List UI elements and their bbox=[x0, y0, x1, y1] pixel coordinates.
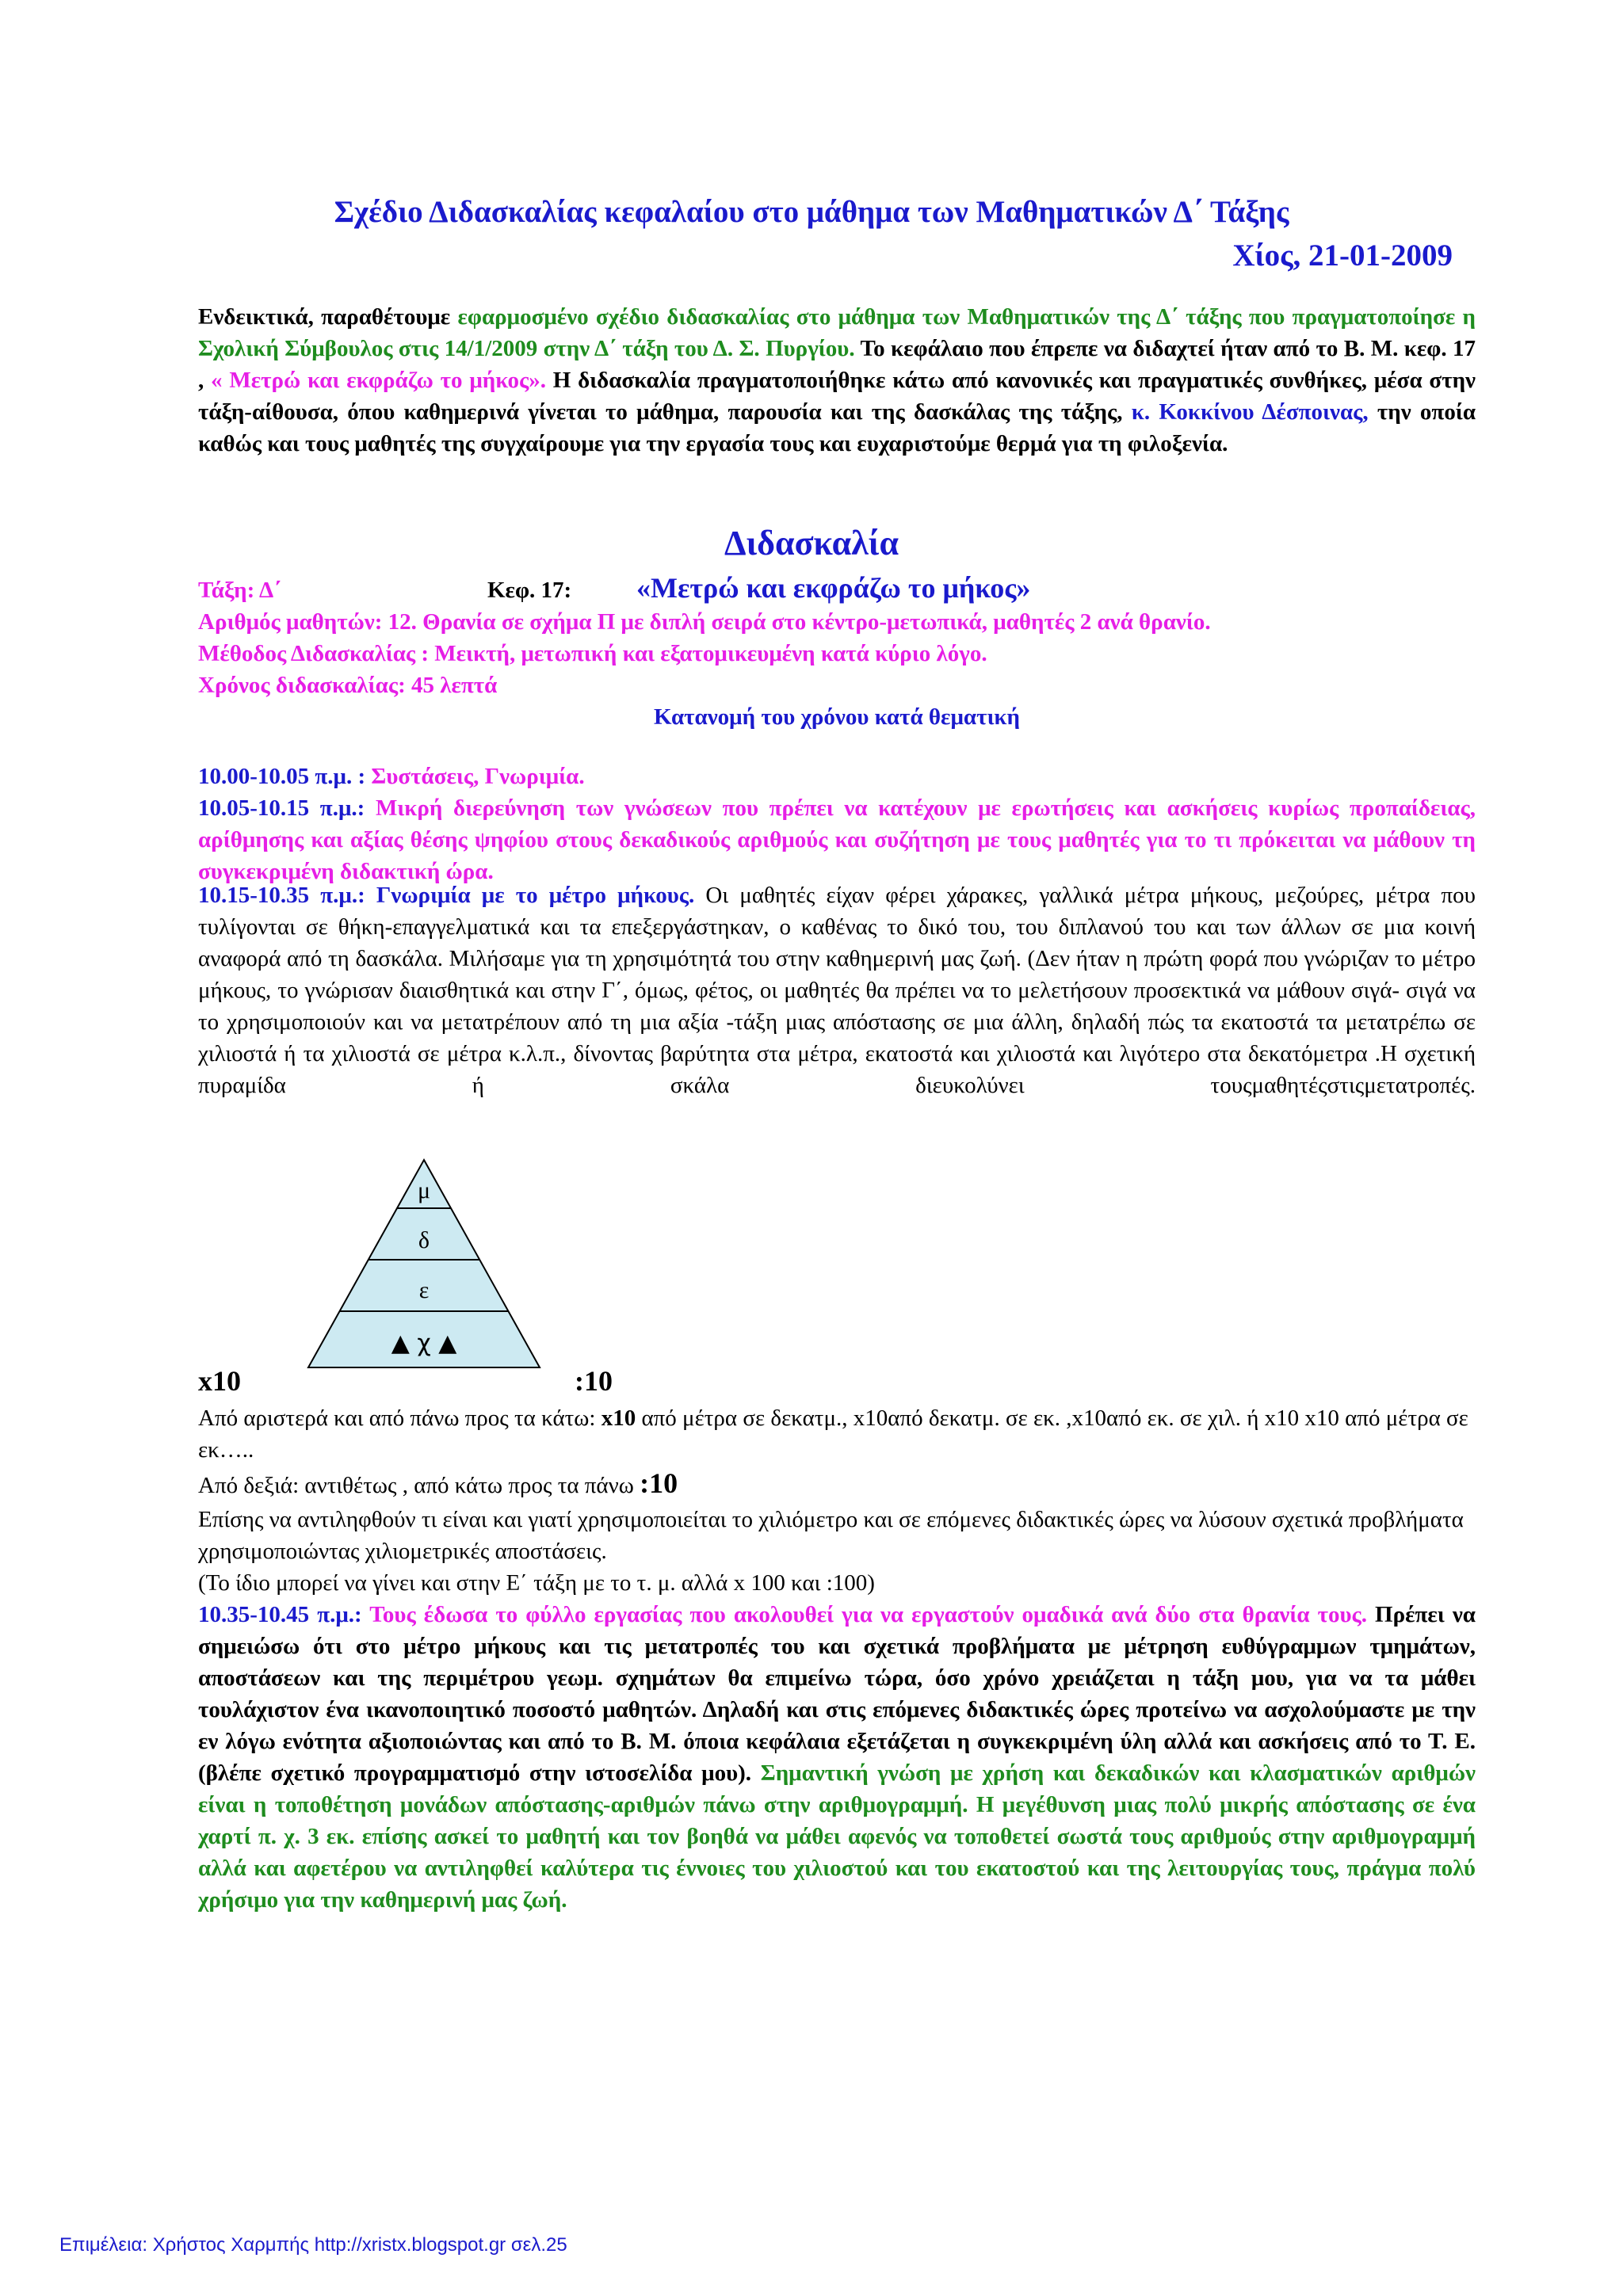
schedule-time-3: 10.15-10.35 π.μ.: bbox=[198, 883, 365, 908]
conversion-line-1a: Από αριστερά και από πάνω προς τα κάτω: bbox=[198, 1405, 601, 1431]
final-s2: Πρέπει να σημειώσω ότι στο μέτρο μήκους και τις μετατροπές του και σχετικά προβλήματα με μέτρηση ευθύγραμμων τμημάτων, αποστάσεων και της περιμέτρου γεωμ. σχημάτων θα επιμείνω τώρα, όσο χρόνο χρειάζεται η τάξη μου, για να τα μάθει τουλάχιστον ένα ικανοποιητικό ποσοστό μαθητών. Δηλαδή και στις επόμενες διδακτικές ώρες προτείνω να ασχολούμαστε με την εν λόγω ενότητα αξιοποιώντας και από το Β. Μ. όποια κεφάλαια εξετάζεται η συγκεκριμένη ύλη αλλά και ασκήσεις από το Τ. Ε. (βλέπε σχετικό προγραμματισμό στην ιστοσελίδα μου). bbox=[198, 1602, 1476, 1786]
conversion-line-2b: :10 bbox=[640, 1467, 678, 1499]
schedule-time-1: 10.00-10.05 π.μ. : bbox=[198, 764, 366, 789]
intro-teacher-name: κ. Κοκκίνου Δέσποινας, bbox=[1131, 399, 1369, 425]
schedule-text-1: Συστάσεις, Γνωριμία. bbox=[365, 764, 585, 789]
divide-label: :10 bbox=[575, 1365, 613, 1397]
conversion-line-2 bbox=[198, 1467, 1476, 1501]
schedule-time-2: 10.05-10.15 π.μ.: bbox=[198, 795, 365, 821]
schedule-title-3: Γνωριμία με το μέτρο μήκους. bbox=[365, 883, 695, 908]
method-info: Μέθοδος Διδασκαλίας : Μεικτή, μετωπική και εξατομικευμένη κατά κύριο λόγο. bbox=[198, 641, 987, 666]
intro-s1: Ενδεικτικά, παραθέτουμε bbox=[198, 304, 458, 330]
place-date: Χίος, 21-01-2009 bbox=[1232, 238, 1453, 273]
schedule-item-3 bbox=[198, 879, 1476, 1101]
distribution-heading: Κατανομή του χρόνου κατά θεματική bbox=[653, 704, 1021, 730]
conversion-line-2a: Από δεξιά: αντιθέτως , από κάτω προς τα πάνω bbox=[198, 1473, 640, 1498]
schedule-text-2: Μικρή διερεύνηση των γνώσεων που πρέπει να κατέχουν με ερωτήσεις και ασκήσεις κυρίως προπαίδειας, αρίθμησης και αξίας θέσης ψηφίου στους δεκαδικούς αριθμούς και συζήτηση με τους μαθητές για το τι πρόκειται να μάθουν τη συγκεκριμένη διδακτική ώρα. bbox=[198, 795, 1476, 884]
lesson-class-row bbox=[198, 572, 1476, 606]
document-title: Σχέδιο Διδασκαλίας κεφαλαίου στο μάθημα των Μαθηματικών Δ΄ Τάξης bbox=[334, 195, 1289, 229]
class-label: Τάξη: Δ΄ bbox=[198, 578, 281, 603]
students-info: Αριθμός μαθητών: 12. Θρανία σε σχήμα Π με διπλή σειρά στο κέντρο-μετωπικά, μαθητές 2 ανά θρανίο. bbox=[198, 609, 1211, 635]
schedule-item-1 bbox=[198, 761, 1476, 792]
pyramid-level-m: μ bbox=[417, 1177, 431, 1203]
intro-paragraph bbox=[198, 301, 1476, 460]
chapter-title: «Μετρώ και εκφράζω το μήκος» bbox=[636, 572, 1031, 604]
metric-pyramid bbox=[305, 1157, 543, 1371]
page-footer: Επιμέλεια: Χρήστος Χαρμπής http://xristx.blogspot.gr σελ.25 bbox=[59, 2234, 567, 2256]
pyramid-level-d: δ bbox=[418, 1227, 430, 1253]
conversion-line-1c: από μέτρα σε δεκατμ., x10από δεκατμ. σε εκ. ,x10από εκ. σε χιλ. ή x10 x10 από μέτρα σε εκ….. bbox=[198, 1405, 1468, 1463]
chapter-label: Κεφ. 17: bbox=[487, 578, 572, 603]
duration-info: Χρόνος διδασκαλίας: 45 λεπτά bbox=[198, 673, 498, 698]
intro-s2: εφαρμοσμένο σχέδιο διδασκαλίας στο μάθημα των Μαθηματικών της Δ΄ τάξης που πραγματοποίησε η Σχολική Σύμβουλος στις 14/1/2009 στην Δ΄ τάξη του Δ. Σ. Πυργίου. bbox=[198, 304, 1476, 361]
multiply-label: x10 bbox=[198, 1365, 241, 1397]
schedule-time-4: 10.35-10.45 π.μ.: bbox=[198, 1602, 362, 1627]
schedule-item-4 bbox=[198, 1599, 1476, 1916]
pyramid-level-x: ▲ χ ▲ bbox=[391, 1329, 457, 1357]
conversion-line-4: (Το ίδιο μπορεί να γίνει και στην Ε΄ τάξη με το τ. μ. αλλά x 100 και :100) bbox=[198, 1570, 875, 1596]
final-s1: Τους έδωσα το φύλλο εργασίας που ακολουθεί για να εργαστούν ομαδικά ανά δύο στα θρανία τους. bbox=[361, 1602, 1367, 1627]
schedule-item-2 bbox=[198, 792, 1476, 887]
conversion-line-1b: x10 bbox=[601, 1405, 636, 1431]
intro-s3: Το κεφάλαιο που έπρεπε να διδαχτεί ήταν από το Β. Μ. κεφ. 17 , bbox=[198, 336, 1476, 393]
pyramid-level-e: ε bbox=[418, 1277, 430, 1303]
conversion-line-3: Επίσης να αντιληφθούν τι είναι και γιατί χρησιμοποιείται το χιλιόμετρο και σε επόμενες διδακτικές ώρες να λύσουν σχετικά προβλήματα χρησιμοποιώντας χιλιομετρικές αποστάσεις. bbox=[198, 1507, 1464, 1564]
conversion-line-1 bbox=[198, 1402, 1476, 1466]
lesson-heading: Διδασκαλία bbox=[724, 524, 899, 563]
final-s3: Σημαντική γνώση με χρήση και δεκαδικών και κλασματικών αριθμών είναι η τοποθέτηση μονάδων απόστασης-αριθμών πάνω στην αριθμογραμμή. Η μεγέθυνση μιας πολύ μικρής απόστασης σε ένα χαρτί π. χ. 3 εκ. επίσης ασκεί το μαθητή και τον βοηθά να μάθει αφενός να τοποθετεί σωστά τους αριθμούς στην αριθμογραμμή αλλά και αφετέρου να αντιληφθεί καλύτερα τις έννοιες του χιλιοστού και του εκατοστού και της λειτουργίας τους, πράγμα πολύ χρήσιμο για την καθημερινή μας ζωή. bbox=[198, 1760, 1476, 1913]
intro-s5: Η διδασκαλία πραγματοποιήθηκε κάτω από κανονικές και πραγματικές συνθήκες, μέσα στην τάξη-αίθουσα, όπου καθημερινά γίνεται το μάθημα, παρουσία και της δασκάλας της τάξης, bbox=[198, 368, 1476, 425]
schedule-text-3: Οι μαθητές είχαν φέρει χάρακες, γαλλικά μέτρα μήκους, μεζούρες, μέτρα που τυλίγονται σε θήκη-επαγγελματικά και τα επεξεργάστηκαν, ο καθένας το δικό του, του διπλανού του και των άλλων σε μια κοινή αναφορά από τη δασκάλα. Μιλήσαμε για τη χρησιμότητά του στην καθημερινή μας ζωή. (Δεν ήταν η πρώτη φορά που γνώριζαν το μέτρο μήκους, το γνώρισαν διαισθητικά και στην Γ΄, όμως, φέτος, οι μαθητές θα πρέπει να το μελετήσουν προσεκτικά να μάθουν σιγά- σιγά να το χρησιμοποιούν και να μετατρέπουν από τη μια αξία -τάξη μιας απόστασης σε μια άλλη, δηλαδή πώς τα εκατοστά τα μετατρέπω σε χιλιοστά ή τα χιλιοστά σε μέτρα κ.λ.π., δίνοντας βαρύτητα στα μέτρα, εκατοστά και χιλιοστά και λιγότερο στα δεκατόμετρα .Η σχετική πυραμίδα ή σκάλα διευκολύνει τουςμαθητέςστιςμετατροπές. bbox=[198, 883, 1476, 1098]
intro-s7: την οποία καθώς και τους μαθητές της συγχαίρουμε για την εργασία τους και ευχαριστούμε θερμά για τη φιλοξενία. bbox=[198, 399, 1476, 456]
intro-chapter-title: « Μετρώ και εκφράζω το μήκος». bbox=[211, 368, 546, 393]
